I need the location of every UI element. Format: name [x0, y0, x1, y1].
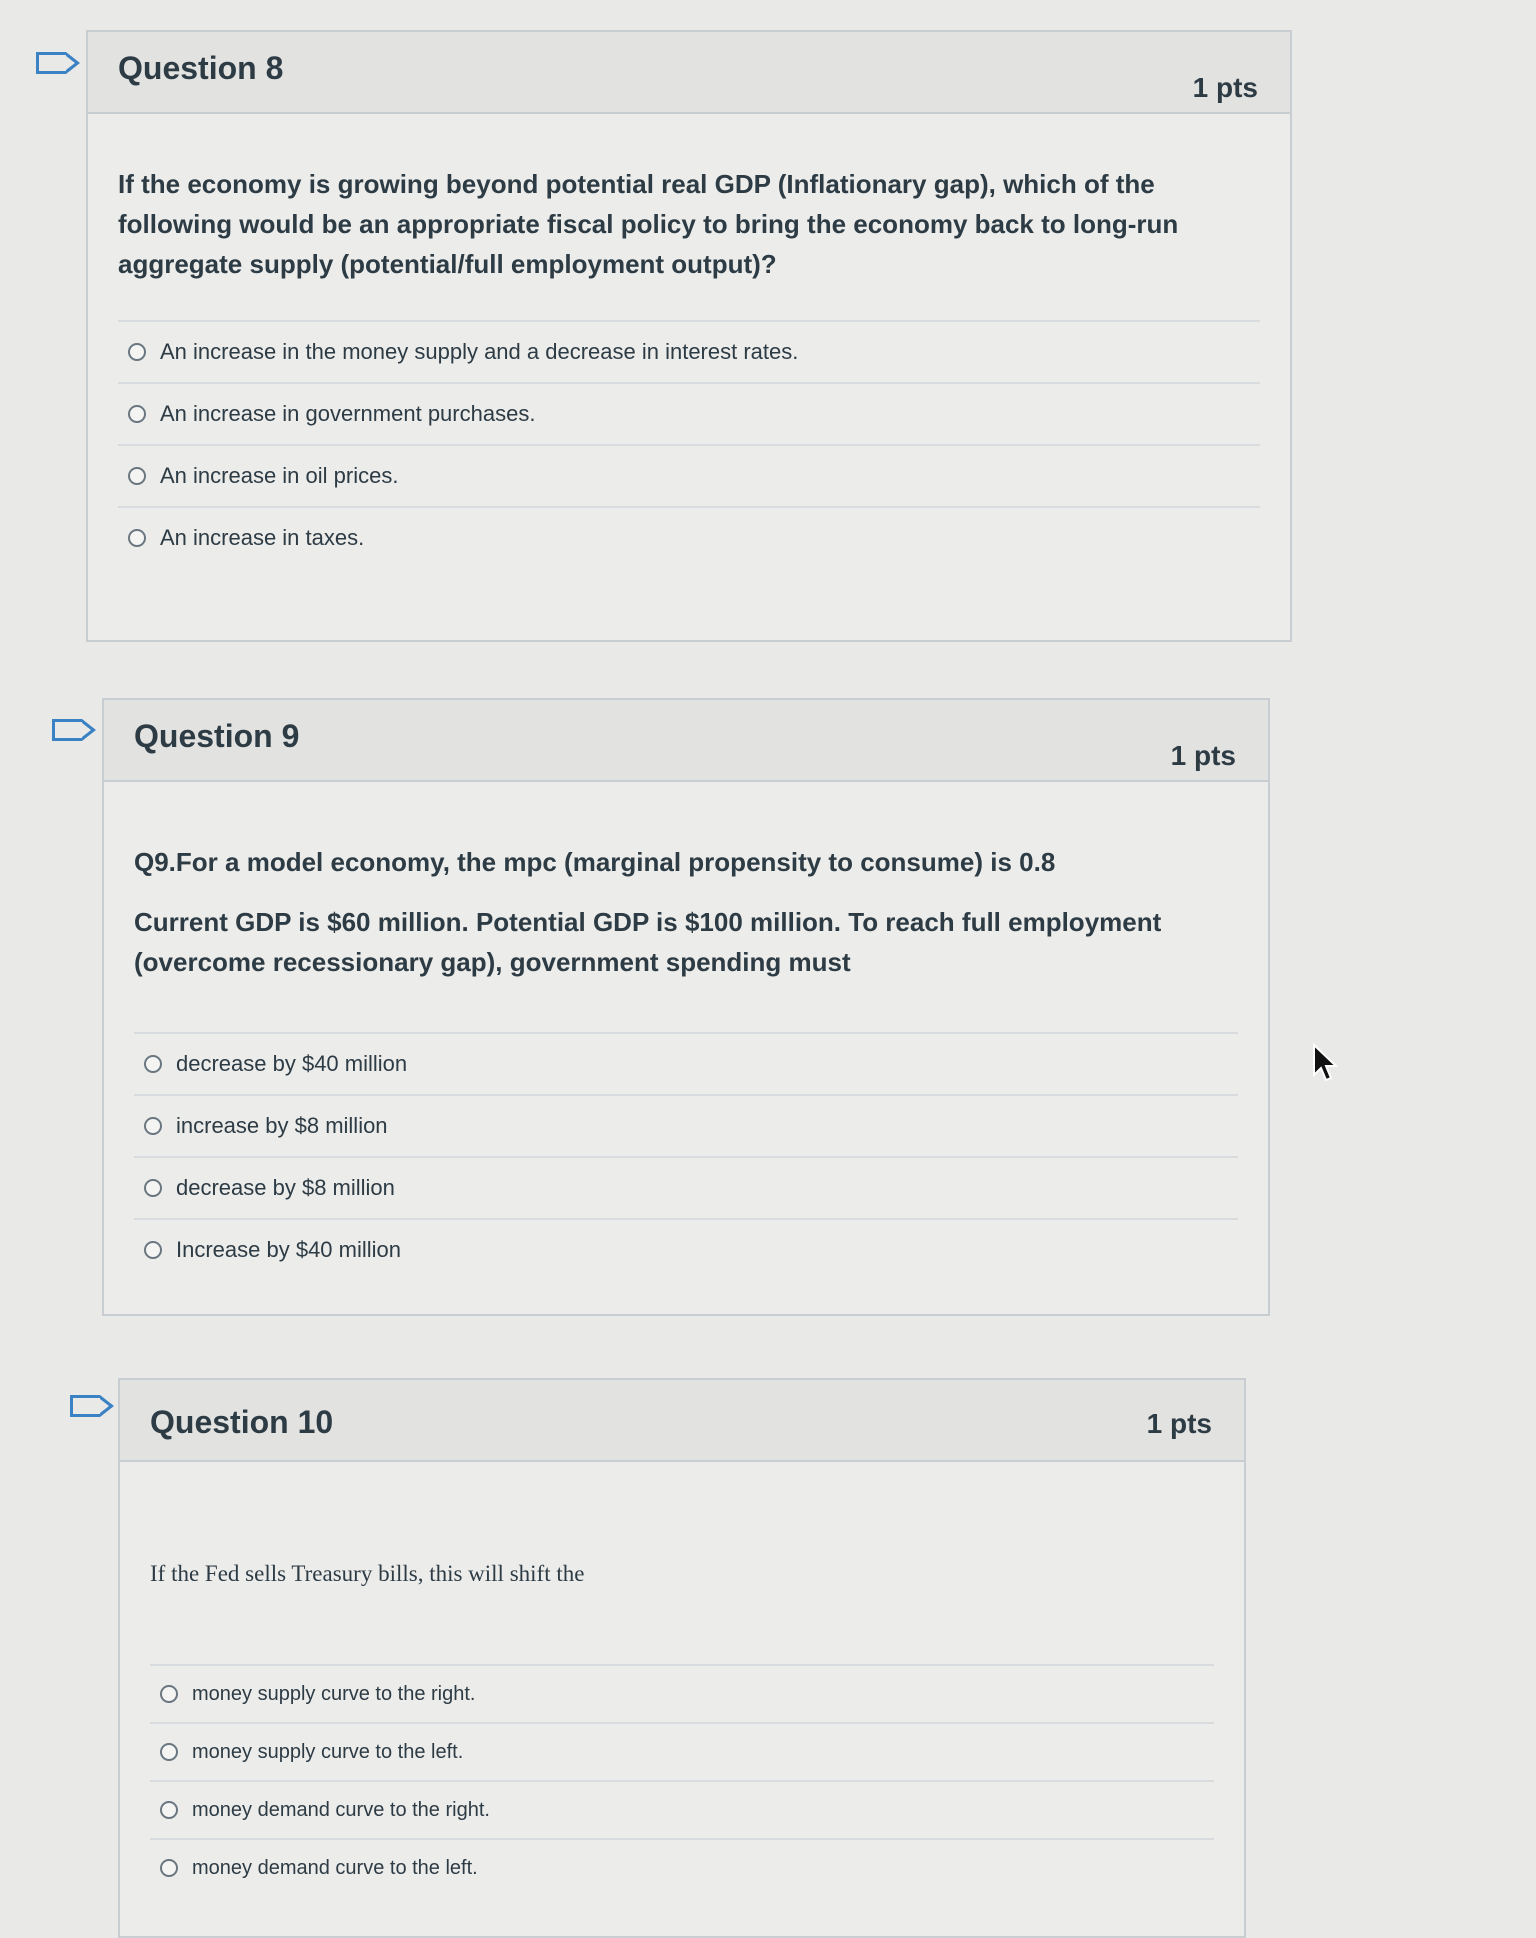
radio-button[interactable] — [160, 1685, 178, 1703]
answer-label: An increase in taxes. — [160, 525, 365, 550]
answer-label: Increase by $40 million — [176, 1237, 402, 1262]
question-points: 1 pts — [1192, 72, 1258, 103]
answer-option[interactable] — [134, 1220, 1238, 1280]
question-header — [104, 700, 1268, 782]
question-10 — [118, 1378, 1246, 1938]
radio-button[interactable] — [128, 467, 146, 485]
answer-option[interactable] — [134, 1158, 1238, 1220]
question-points: 1 pts — [1170, 740, 1236, 771]
answer-label: An increase in the money supply and a decrease in interest rates. — [160, 339, 799, 364]
question-title: Question 8 — [118, 50, 284, 86]
answer-label: An increase in oil prices. — [160, 463, 399, 488]
radio-button[interactable] — [160, 1801, 178, 1819]
answer-label: An increase in government purchases. — [160, 401, 536, 426]
radio-button[interactable] — [144, 1055, 162, 1073]
question-text: If the economy is growing beyond potential real GDP (Inflationary gap), which of the following would be an appropriate fiscal policy to bring the economy back to long-run aggregate supply (potential/full employment output)? — [118, 169, 1179, 279]
answer-option[interactable] — [150, 1840, 1214, 1896]
radio-button[interactable] — [144, 1117, 162, 1135]
radio-button[interactable] — [128, 405, 146, 423]
question-9 — [102, 698, 1270, 1316]
answer-option[interactable] — [118, 384, 1260, 446]
answer-option[interactable] — [134, 1034, 1238, 1096]
answer-label: increase by $8 million — [176, 1113, 388, 1138]
answer-label: money supply curve to the left. — [192, 1740, 464, 1763]
answer-label: money demand curve to the left. — [192, 1856, 478, 1879]
answer-option[interactable] — [150, 1724, 1214, 1782]
question-8 — [86, 30, 1292, 642]
answer-list — [150, 1664, 1214, 1896]
answer-option[interactable] — [118, 446, 1260, 508]
question-body — [88, 114, 1290, 588]
bookmark-icon[interactable] — [36, 52, 66, 74]
answer-option[interactable] — [150, 1782, 1214, 1840]
radio-button[interactable] — [160, 1743, 178, 1761]
question-body — [104, 782, 1268, 1300]
radio-button[interactable] — [144, 1241, 162, 1259]
question-text: Q9.For a model economy, the mpc (marginal propensity to consume) is 0.8 — [134, 847, 1056, 877]
radio-button[interactable] — [128, 343, 146, 361]
radio-button[interactable] — [128, 529, 146, 547]
question-points: 1 pts — [1146, 1408, 1212, 1439]
question-title: Question 9 — [134, 718, 300, 754]
answer-label: money supply curve to the right. — [192, 1682, 476, 1705]
answer-option[interactable] — [118, 322, 1260, 384]
answer-option[interactable] — [134, 1096, 1238, 1158]
answer-label: decrease by $40 million — [176, 1051, 408, 1076]
answer-list — [134, 1032, 1238, 1280]
question-text: Current GDP is $60 million. Potential GDP is $100 million. To reach full employment (overcome recessionary gap), government spending must — [134, 907, 1162, 977]
answer-option[interactable] — [150, 1666, 1214, 1724]
question-header — [88, 32, 1290, 114]
answer-list — [118, 320, 1260, 568]
question-body — [120, 1462, 1244, 1916]
bookmark-icon[interactable] — [70, 1395, 100, 1417]
radio-button[interactable] — [144, 1179, 162, 1197]
radio-button[interactable] — [160, 1859, 178, 1877]
answer-label: decrease by $8 million — [176, 1175, 395, 1200]
answer-label: money demand curve to the right. — [192, 1798, 490, 1821]
answer-option[interactable] — [118, 508, 1260, 568]
question-header — [120, 1380, 1244, 1462]
question-text: If the Fed sells Treasury bills, this will shift the — [150, 1561, 585, 1586]
bookmark-icon[interactable] — [52, 719, 82, 741]
question-title: Question 10 — [150, 1404, 334, 1440]
